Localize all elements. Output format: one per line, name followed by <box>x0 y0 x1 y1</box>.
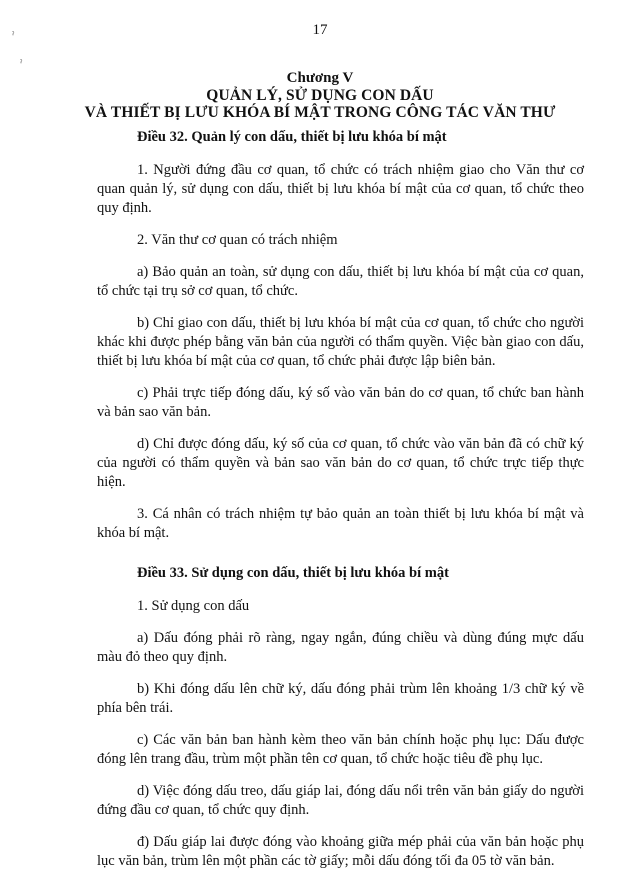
article-32-paragraph: d) Chỉ được đóng dấu, ký số của cơ quan, tổ chức vào văn bản đã có chữ ký của người có thẩm quyền và bản sao văn bản do cơ quan, tổ chức trực tiếp thực hiện. <box>97 436 584 490</box>
page-number: 17 <box>312 22 328 38</box>
document-body <box>97 128 584 884</box>
chapter-title-line-2: VÀ THIẾT BỊ LƯU KHÓA BÍ MẬT TRONG CÔNG TÁC VĂN THƯ <box>84 104 556 121</box>
chapter-label: Chương V <box>286 70 354 86</box>
article-32-paragraph: 3. Cá nhân có trách nhiệm tự bảo quản an toàn thiết bị lưu khóa bí mật và khóa bí mật. <box>97 506 584 541</box>
article-32-paragraph: 2. Văn thư cơ quan có trách nhiệm <box>137 232 338 248</box>
chapter-header <box>40 70 600 121</box>
article-32-paragraph: b) Chỉ giao con dấu, thiết bị lưu khóa bí mật của cơ quan, tổ chức cho người khác khi được phép bằng văn bản của người có thẩm quyền. Việc bàn giao con dấu, thiết bị lưu khóa bí mật của cơ quan, tổ chức phải được lập biên bản. <box>97 315 584 369</box>
article-33-heading: Điều 33. Sử dụng con dấu, thiết bị lưu khóa bí mật <box>137 565 449 581</box>
scan-mark: ˀ <box>12 30 15 40</box>
article-33-paragraph: a) Dấu đóng phải rõ ràng, ngay ngắn, đúng chiều và dùng đúng mực dấu màu đỏ theo quy định. <box>97 630 584 665</box>
article-33-paragraph: đ) Dấu giáp lai được đóng vào khoảng giữa mép phải của văn bản hoặc phụ lục văn bản, trùm lên một phần các tờ giấy; mỗi dấu đóng tối đa 05 tờ văn bản. <box>97 834 584 869</box>
article-33-paragraph: 1. Sử dụng con dấu <box>137 598 250 614</box>
chapter-title-line-1: QUẢN LÝ, SỬ DỤNG CON DẤU <box>206 87 434 104</box>
article-33-paragraph: b) Khi đóng dấu lên chữ ký, dấu đóng phải trùm lên khoảng 1/3 chữ ký về phía bên trái. <box>97 681 584 716</box>
article-33-paragraph: c) Các văn bản ban hành kèm theo văn bản chính hoặc phụ lục: Dấu được đóng lên trang đầu, trùm một phần tên cơ quan, tổ chức hoặc tiêu đề phụ lục. <box>97 732 584 767</box>
article-32-paragraph: a) Bảo quản an toàn, sử dụng con dấu, thiết bị lưu khóa bí mật của cơ quan, tổ chức tại trụ sở cơ quan, tổ chức. <box>97 264 584 299</box>
article-32-heading: Điều 32. Quản lý con dấu, thiết bị lưu khóa bí mật <box>137 129 447 145</box>
scan-mark: ˀ <box>20 58 23 68</box>
article-32-paragraph: c) Phải trực tiếp đóng dấu, ký số vào văn bản do cơ quan, tổ chức ban hành và bản sao văn bản. <box>97 385 584 420</box>
article-32-paragraph: 1. Người đứng đầu cơ quan, tổ chức có trách nhiệm giao cho Văn thư cơ quan quản lý, sử dụng con dấu, thiết bị lưu khóa bí mật của cơ quan, tổ chức theo quy định. <box>97 162 584 216</box>
article-33-paragraph: d) Việc đóng dấu treo, dấu giáp lai, đóng dấu nổi trên văn bản giấy do người đứng đầu cơ quan, tổ chức quy định. <box>97 783 584 818</box>
